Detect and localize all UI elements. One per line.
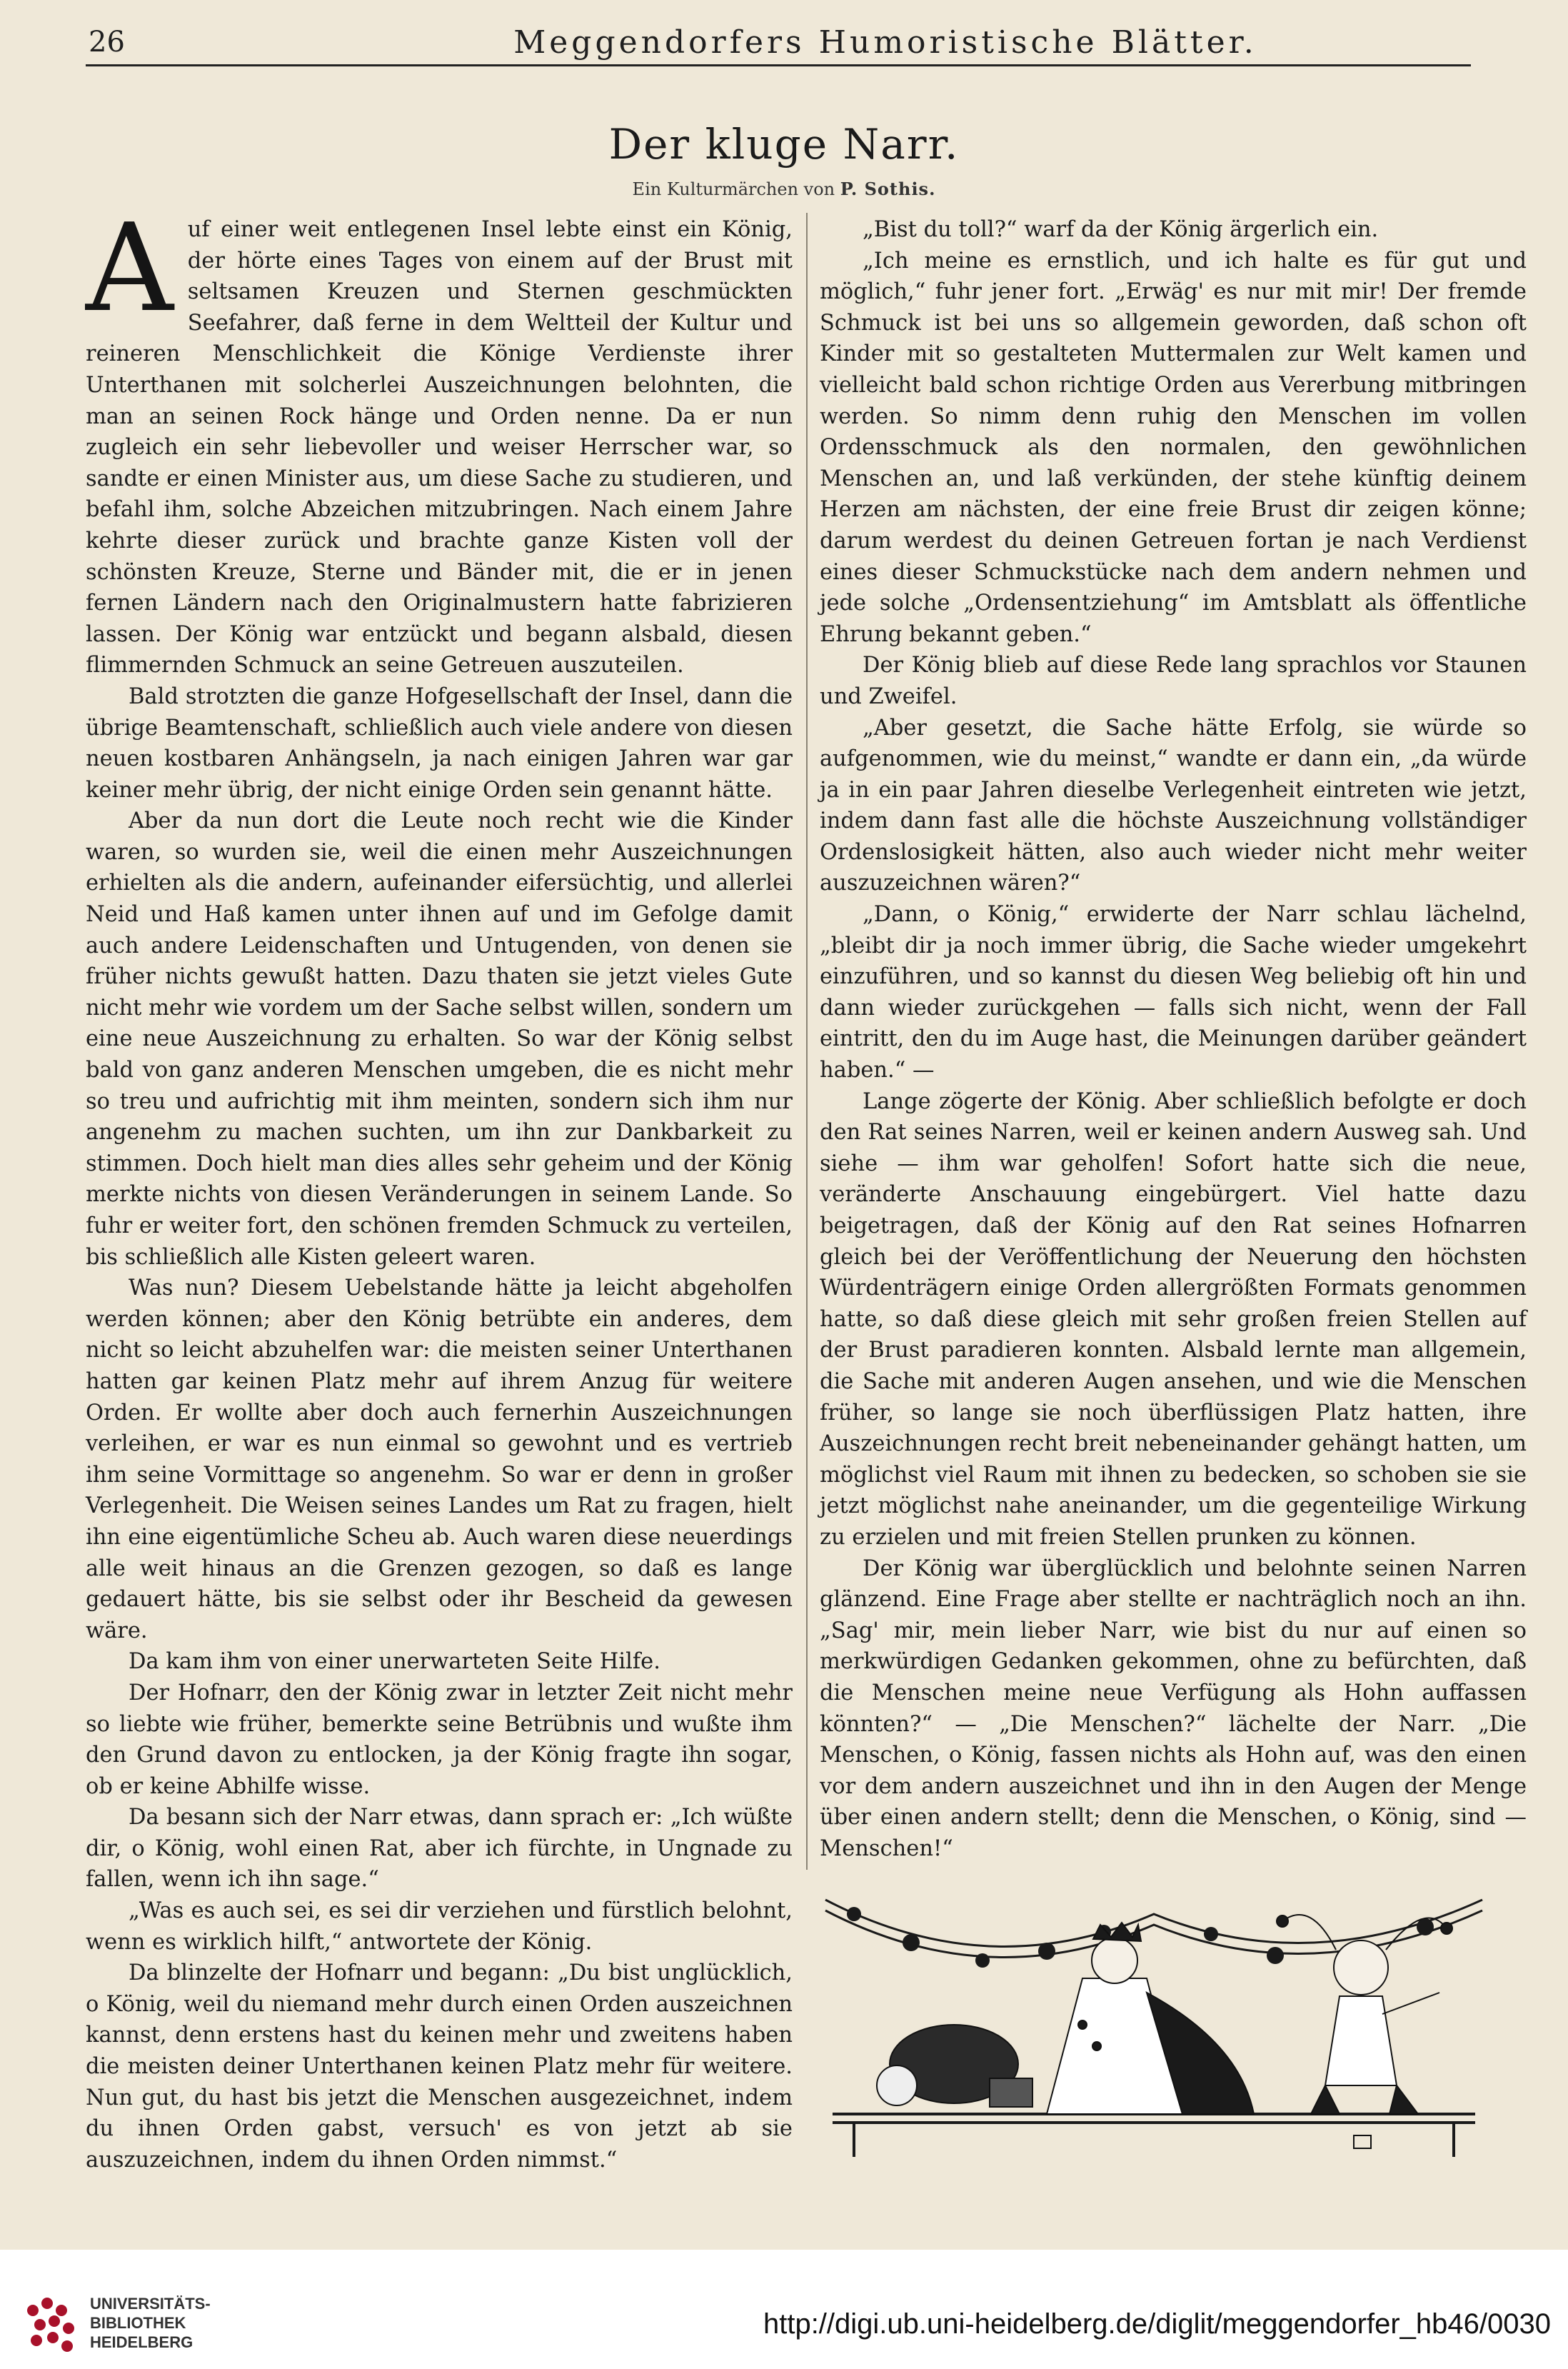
- paragraph: Der König war überglücklich und belohnte seinen Narren glänzend. Eine Frage aber stellte er nachträglich noch an ihn. „Sag' mir, mein lieber Narr, wie bist du nur auf einen so merkwürdigen Gedanken gekommen, ohne zu befürchten, daß die Menschen meine neue Verfügung als Hohn auffassen könnten?“ — „Die Menschen?“ lächelte der Narr. „Die Menschen, o König, fassen nichts als Hohn auf, was den einen vor dem andern auszeichnet und ihn in den Augen der Menge über einen andern stellt; denn die Menschen, o König, sind — Menschen!“: [820, 1556, 1527, 1861]
- paragraph: Bald strotzten die ganze Hofgesellschaft der Insel, dann die übrige Beamtenschaft, schließlich auch viele andere von diesen neuen kostbaren Anhängseln, ja nach einigen Jahren war gar keiner mehr übrig, der nicht einige Orden sein genannt hätte.: [86, 683, 793, 803]
- king-figure: [1047, 1923, 1254, 2114]
- byline: [0, 179, 1568, 199]
- stage: [833, 2114, 1475, 2157]
- page-header: [86, 20, 1471, 66]
- footer-bar: [0, 2250, 1568, 2369]
- drop-cap: A: [86, 198, 174, 339]
- paragraph: Da kam ihm von einer unerwarteten Seite Hilfe.: [129, 1649, 660, 1675]
- library-name: [90, 2294, 211, 2352]
- byline-prefix: Ein Kulturmärchen von: [632, 179, 835, 199]
- library-name-line: UNIVERSITÄTS-: [90, 2295, 211, 2313]
- right-column: [820, 214, 1527, 1864]
- page-number: 26: [89, 26, 125, 59]
- story-title: Der kluge Narr.: [608, 120, 960, 169]
- paragraph: Der König blieb auf diese Rede lang sprachlos vor Staunen und Zweifel.: [820, 653, 1527, 709]
- library-name-line: HEIDELBERG: [90, 2333, 194, 2351]
- digital-copy-url[interactable]: http://digi.ub.uni-heidelberg.de/diglit/meggendorfer_hb46/0030: [763, 2308, 1551, 2340]
- monogram-box: [1354, 2135, 1371, 2148]
- paragraph: „Was es auch sei, es sei dir verziehen und fürstlich belohnt, wenn es wirklich hilft,“ antwortete der König.: [86, 1898, 793, 1955]
- paragraph: [86, 198, 793, 681]
- paragraph: „Ich meine es ernstlich, und ich halte es für gut und möglich,“ fuhr jener fort. „Erwäg' es nur mit mir! Der fremde Schmuck ist bei uns so allgemein geworden, daß schon oft Kinder mit so gestalteten Muttermalen zur Welt kamen und vielleicht bald schon richtige Orden aus Vererbung mitbringen werden. So nimm denn ruhig den Menschen im vollen Ordensschmuck als den normalen, den gewöhnlichen Menschen an, und laß verkünden, der stehe künftig deinem Herzen am nächsten, der eine freie Brust dir zeigen könne; darum werdest du deinen Getreuen fortan je nach Verdienst eines dieser Schmuckstücke nach dem andern nehmen und jede solche „Ordensentziehung“ im Amtsblatt als öffentliche Ehrung bekannt geben.“: [820, 248, 1527, 647]
- journal-title: Meggendorfers Humoristische Blätter.: [513, 24, 1257, 61]
- author-name: P. Sothis.: [840, 179, 936, 199]
- library-name-line: BIBLIOTHEK: [90, 2314, 186, 2332]
- paragraph: Aber da nun dort die Leute noch recht wie die Kinder waren, so wurden sie, weil die einen mehr Auszeichnungen erhielten als die andern, aufeinander eifersüchtig, und allerlei Neid und Haß kamen unter ihnen auf und im Gefolge damit auch andere Leidenschaften und Untugenden, von denen sie früher nichts gewußt hatten. Dazu thaten sie jetzt vieles Gute nicht mehr wie vordem um der Sache selbst willen, sondern um eine neue Auszeichnung zu erhalten. So war der König selbst bald von ganz anderen Menschen umgeben, die es nicht mehr so treu und aufrichtig mit ihm meinten, sondern sich ihm nur angenehm zu machen suchten, um ihn zur Dankbarkeit zu stimmen. Doch hielt man dies alles sehr geheim und der König merkte nichts von diesen Veränderungen in seinem Lande. So fuhr er weiter fort, den schönen fremden Schmuck zu verteilen, bis schließlich alle Kisten geleert waren.: [86, 808, 793, 1270]
- paragraph: „Bist du toll?“ warf da der König ärgerlich ein.: [863, 217, 1379, 242]
- crouching-courtier: [877, 2025, 1032, 2107]
- paragraph-text: uf einer weit entlegenen Insel lebte einst ein König, der hörte eines Tages von einem auf der Brust mit seltsamen Kreuzen und Sternen geschmückten Seefahrer, daß ferne in dem Weltteil der Kultur und reineren Menschlichkeit die Könige Verdienste ihrer Unterthanen mit solcherlei Auszeichnungen belohnten, die man an seinen Rock hänge und Orden nenne. Da er nun zugleich ein sehr liebevoller und weiser Herrscher war, so sandte er einen Minister aus, um diese Sache zu studieren, und befahl ihm, solche Abzeichen mitzubringen. Nach einem Jahre kehrte dieser zurück und brachte ganze Kisten voll der schönsten Kreuze, Sterne und Bänder mit, die er in jenen fernen Ländern nach den Originalmustern hatte fabrizieren lassen. Der König war entzückt und begann alsbald, diesen flimmernden Schmuck an seine Getreuen auszuteilen.: [86, 217, 793, 678]
- paragraph: Da blinzelte der Hofnarr und begann: „Du bist unglücklich, o König, weil du niemand mehr durch einen Orden auszeichnen kannst, denn erstens hast du keinen mehr und zweitens haben die meisten deiner Unterthanen keinen Platz mehr für weitere. Nun gut, du hast bis jetzt die Menschen ausgezeichnet, indem du ihnen Orden gabst, versuch' es von jetzt ab sie auszuzeichnen, indem du ihnen Orden nimmst.“: [86, 1960, 793, 2173]
- paragraph: Da besann sich der Narr etwas, dann sprach er: „Ich wüßte dir, o König, wohl einen Rat, aber ich fürchte, in Ungnade zu fallen, wenn ich ihn sage.“: [86, 1805, 793, 1893]
- garland: [825, 1900, 1482, 1957]
- jester-figure: [1277, 1915, 1452, 2114]
- heidelberg-university-library-logo: [19, 2289, 90, 2360]
- paragraph: Lange zögerte der König. Aber schließlich befolgte er doch den Rat seines Narren, weil er keinen andern Ausweg sah. Und siehe — ihm war geholfen! Sofort hatte sich die neue, veränderte Anschauung eingebürgert. Viel hatte dazu beigetragen, daß der König auf den Rat seines Hofnarren gleich bei der Veröffentlichung der Neuerung den höchsten Würdenträgern einige Orden allergrößten Formats genommen hatte, so daß diese gleich mit sehr großen freien Stellen auf der Brust paradieren konnten. Alsbald lernte man allgemein, die Sache mit anderen Augen ansehen, und wie die Menschen früher, so lange sie noch überflüssigen Platz hatten, ihre Auszeichnungen recht breit nebeneinander gehängt hatten, um möglichst viel Raum mit ihnen zu bedecken, so schoben sie sie jetzt möglichst nahe aneinander, um die gegenteilige Wirkung zu erzielen und mit freien Stellen prunken zu können.: [820, 1088, 1527, 1550]
- jester-and-king-illustration: [811, 1871, 1497, 2171]
- paragraph: „Aber gesetzt, die Sache hätte Erfolg, sie würde so aufgenommen, wie du meinst,“ wandte er dann ein, „da würde ja in ein paar Jahren dieselbe Verlegenheit eintreten wie jetzt, indem dann fast alle die höchste Auszeichnung vollständiger Ordenslosigkeit hätten, also auch wieder nicht mehr weiter auszuzeichnen wären?“: [820, 715, 1527, 896]
- paragraph: Was nun? Diesem Uebelstande hätte ja leicht abgeholfen werden können; aber den König betrübte ein anderes, dem nicht so leicht abzuhelfen war: die meisten seiner Unterthanen hatten gar keinen Platz mehr auf ihrem Anzug für weitere Orden. Er wollte aber doch auch fernerhin Auszeichnungen verleihen, er war es nun einmal so gewohnt und es vertrieb ihm seine Vormittage so angenehm. So war er denn in großer Verlegenheit. Die Weisen seines Landes um Rat zu fragen, hielt ihn eine eigentümliche Scheu ab. Auch waren diese neuerdings alle weit hinaus an die Grenzen gezogen, so daß es lange gedauert hätte, bis sie selbst oder ihr Bescheid da gewesen wäre.: [86, 1276, 793, 1643]
- paragraph: „Dann, o König,“ erwiderte der Narr schlau lächelnd, „bleibt dir ja noch immer übrig, die Sache wieder umgekehrt einzuführen, und so kannst du diesen Weg beliebig oft hin und dann wieder zurückgehen — falls sich nicht, wenn der Fall eintritt, den du im Auge hast, die Meinungen darüber geändert haben.“ —: [820, 902, 1527, 1083]
- column-divider: [806, 213, 808, 1870]
- paragraph: Der Hofnarr, den der König zwar in letzter Zeit nicht mehr so liebte wie früher, bemerkte seine Betrübnis und wußte ihm den Grund davon zu entlocken, ja der König fragte ihn sogar, ob er keine Abhilfe wisse.: [86, 1680, 793, 1799]
- left-column: [86, 198, 793, 2175]
